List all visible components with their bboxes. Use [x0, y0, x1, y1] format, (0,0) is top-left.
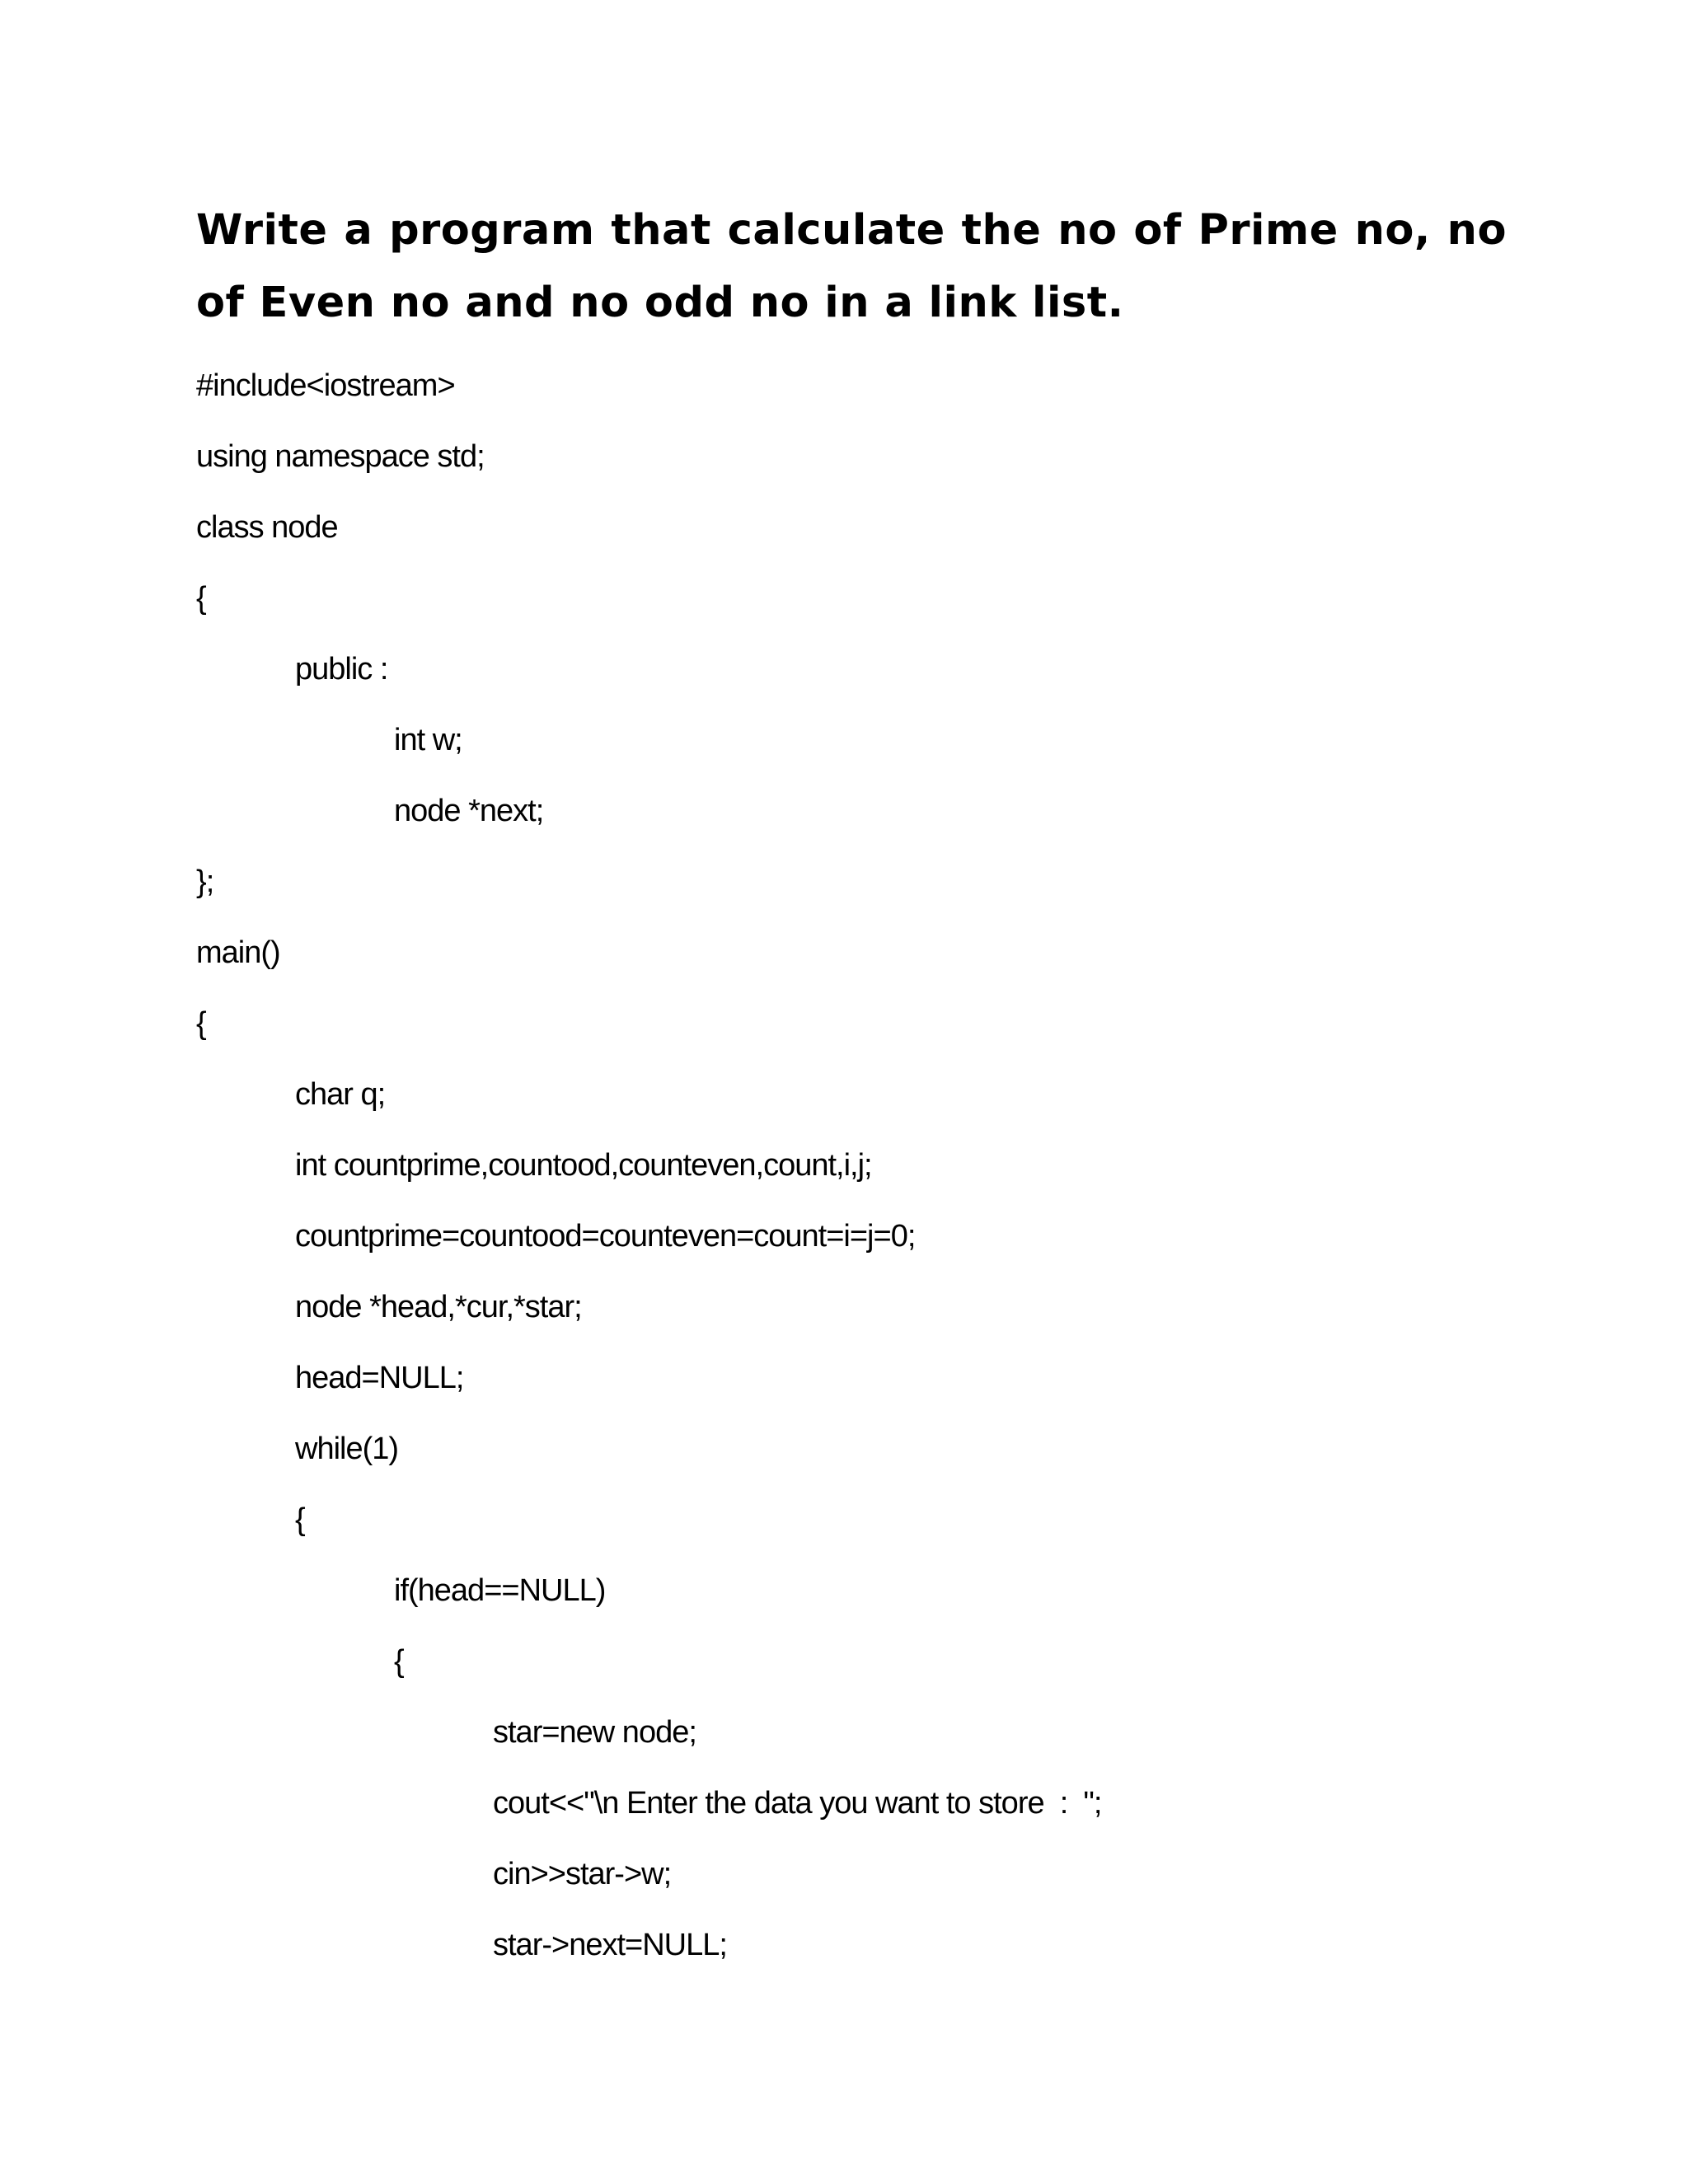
code-line: cin>>star->w;	[493, 1857, 672, 1891]
code-line: char q;	[295, 1077, 386, 1112]
code-line: class node	[196, 510, 338, 545]
code-line: int w;	[394, 723, 462, 757]
code-line: star=new node;	[493, 1715, 696, 1750]
code-line: using namespace std;	[196, 439, 485, 474]
code-line: #include<iostream>	[196, 368, 455, 403]
code-line: int countprime,countood,counteven,count,i,j;	[295, 1148, 872, 1183]
code-line: public :	[295, 652, 388, 687]
code-listing	[196, 361, 1515, 1991]
code-line: {	[394, 1644, 404, 1679]
code-line: {	[295, 1502, 305, 1537]
code-line: while(1)	[295, 1432, 399, 1466]
code-line: node *head,*cur,*star;	[295, 1290, 582, 1324]
code-line: {	[196, 1006, 206, 1041]
document-title: Write a program that calculate the no of Prime no, no of Even no and no odd no in a link list.	[196, 206, 1507, 327]
code-line: node *next;	[394, 794, 544, 828]
code-line: head=NULL;	[295, 1361, 464, 1395]
code-line: main()	[196, 935, 280, 970]
code-line: };	[196, 865, 214, 899]
code-line: cout<<"\n Enter the data you want to store : ";	[493, 1786, 1102, 1821]
code-line: countprime=countood=counteven=count=i=j=0;	[295, 1219, 916, 1254]
code-line: star->next=NULL;	[493, 1928, 727, 1962]
code-line: {	[196, 581, 206, 616]
code-line: if(head==NULL)	[394, 1573, 606, 1608]
